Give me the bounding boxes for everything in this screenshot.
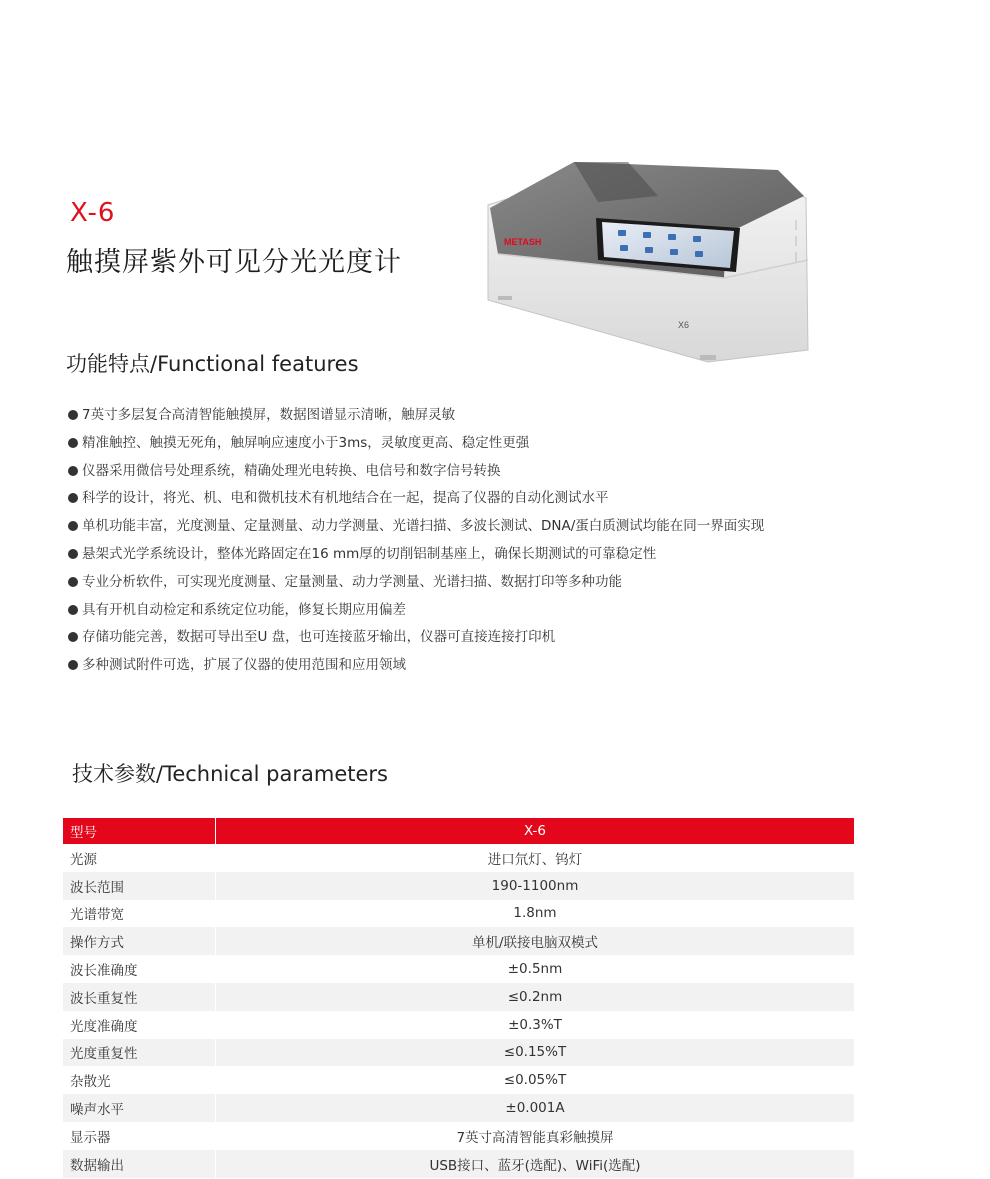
params-heading: 技术参数/Technical parameters <box>72 762 388 786</box>
table-row <box>63 1094 854 1122</box>
bullet-icon <box>68 660 78 670</box>
feature-text: 仪器采用微信号处理系统，精确处理光电转换、电信号和数字信号转换 <box>82 462 501 479</box>
feature-text: 科学的设计，将光、机、电和微机技术有机地结合在一起，提高了仪器的自动化测试水平 <box>82 490 609 507</box>
param-name-cell: 杂散光 <box>63 1066 216 1094</box>
header-key-cell: 型号 <box>63 818 216 844</box>
feature-item <box>66 404 764 432</box>
bullet-icon <box>68 605 78 615</box>
bullet-icon <box>68 438 78 448</box>
features-heading: 功能特点/Functional features <box>66 352 359 376</box>
param-value-cell: 进口氘灯、钨灯 <box>487 851 583 868</box>
param-name-cell: 光谱带宽 <box>63 900 216 928</box>
feature-item <box>66 626 764 654</box>
table-row <box>63 900 854 928</box>
header-value-cell: X-6 <box>216 818 855 844</box>
param-name-cell: 光源 <box>63 844 216 872</box>
bullet-icon <box>68 577 78 587</box>
param-value-cell: 190-1100nm <box>216 872 855 900</box>
feature-item <box>66 487 764 515</box>
param-value-cell: USB接口、蓝牙(选配)、WiFi(选配) <box>216 1150 855 1178</box>
feature-text: 单机功能丰富，光度测量、定量测量、动力学测量、光谱扫描、多波长测试、DNA/蛋白质测试均能在同一界面实现 <box>82 518 765 535</box>
table-header-row <box>63 818 854 844</box>
model-badge: X6 <box>678 320 690 330</box>
feature-item <box>66 460 764 488</box>
feature-item <box>66 432 764 460</box>
bullet-icon <box>68 549 78 559</box>
table-row <box>63 1122 854 1150</box>
feature-list <box>66 404 764 682</box>
feature-text: 多种测试附件可选，扩展了仪器的使用范围和应用领域 <box>82 657 406 674</box>
param-name-cell: 显示器 <box>63 1122 216 1150</box>
param-name-cell: 操作方式 <box>63 927 216 955</box>
feature-item <box>66 599 764 627</box>
bullet-icon <box>68 466 78 476</box>
table-row <box>63 927 854 955</box>
table-row <box>63 1066 854 1094</box>
table-row <box>63 955 854 983</box>
table-row <box>63 844 854 872</box>
brand-label: METASH <box>504 237 542 247</box>
param-value-cell: ≤0.15%T <box>216 1039 855 1067</box>
product-name: 触摸屏紫外可见分光光度计 <box>66 247 402 278</box>
bullet-icon <box>68 521 78 531</box>
param-value-cell: ±0.001A <box>216 1094 855 1122</box>
feature-text: 存储功能完善，数据可导出至U 盘，也可连接蓝牙输出，仪器可直接连接打印机 <box>82 629 556 646</box>
spectrophotometer-image <box>478 150 818 365</box>
param-name-cell: 噪声水平 <box>63 1094 216 1122</box>
param-value-cell: ≤0.2nm <box>216 983 855 1011</box>
param-value-cell: 7英寸高清智能真彩触摸屏 <box>456 1129 614 1146</box>
feature-item <box>66 654 764 682</box>
feature-text: 精准触控、触摸无死角，触屏响应速度小于3ms，灵敏度更高、稳定性更强 <box>82 434 530 451</box>
table-row <box>63 1039 854 1067</box>
feature-text: 7英寸多层复合高清智能触摸屏，数据图谱显示清晰，触屏灵敏 <box>82 407 456 423</box>
param-name-cell: 光度准确度 <box>63 1011 216 1039</box>
table-row <box>63 983 854 1011</box>
parameters-table <box>63 818 854 1178</box>
bullet-icon <box>68 493 78 503</box>
feature-item <box>66 571 764 599</box>
table-row <box>63 872 854 900</box>
bullet-icon <box>68 410 78 420</box>
param-value-cell: 1.8nm <box>513 905 557 922</box>
table-row <box>63 1150 854 1178</box>
feature-text: 专业分析软件，可实现光度测量、定量测量、动力学测量、光谱扫描、数据打印等多种功能 <box>82 573 622 590</box>
feature-text: 具有开机自动检定和系统定位功能，修复长期应用偏差 <box>82 601 406 618</box>
param-value-cell: 单机/联接电脑双模式 <box>216 927 855 955</box>
param-value-cell: ≤0.05%T <box>503 1072 567 1089</box>
param-name-cell: 波长准确度 <box>63 955 216 983</box>
param-value-cell: ±0.3%T <box>508 1016 562 1033</box>
param-name-cell: 数据输出 <box>63 1150 216 1178</box>
model-title: X-6 <box>70 198 116 228</box>
feature-text: 悬架式光学系统设计，整体光路固定在16 mm厚的切削铝制基座上，确保长期测试的可靠稳定性 <box>82 545 657 562</box>
table-row <box>63 1011 854 1039</box>
param-name-cell: 光度重复性 <box>63 1039 216 1067</box>
bullet-icon <box>68 632 78 642</box>
feature-item <box>66 543 764 571</box>
feature-item <box>66 515 764 543</box>
param-value-cell: ±0.5nm <box>507 961 563 978</box>
param-name-cell: 波长范围 <box>63 872 216 900</box>
param-name-cell: 波长重复性 <box>63 983 216 1011</box>
